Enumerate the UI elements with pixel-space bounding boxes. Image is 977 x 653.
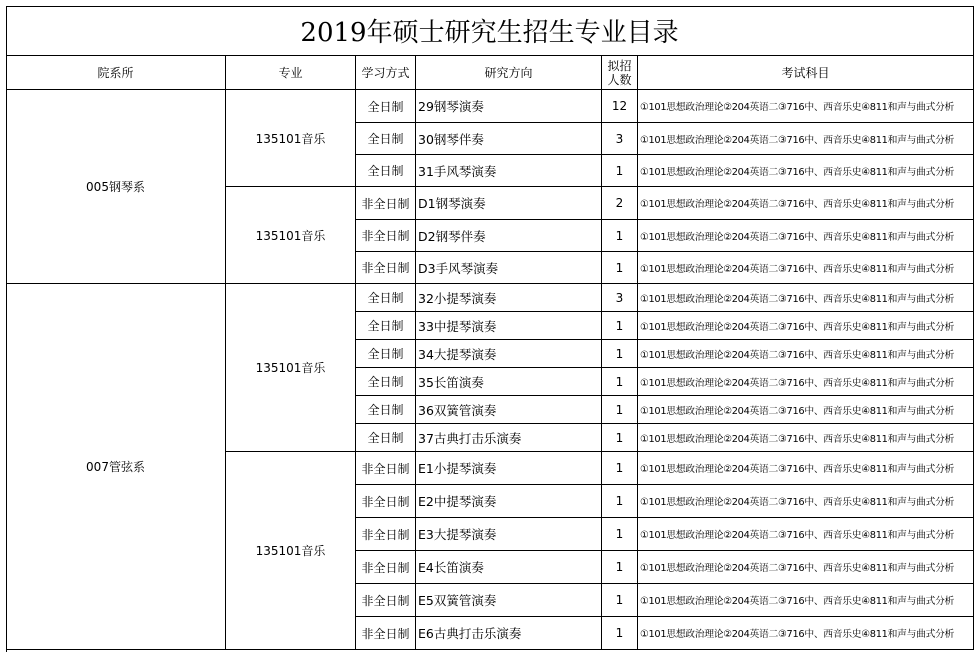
- exam-subjects-cell: ①101思想政治理论②204英语二③716中、西音乐史④811和声与曲式分析: [638, 123, 974, 155]
- direction-cell: 36双簧管演奏: [416, 396, 602, 424]
- enrollment-count-cell: 1: [602, 452, 638, 485]
- enrollment-count-cell: 1: [602, 424, 638, 452]
- study-mode-cell: 非全日制: [356, 452, 416, 485]
- enrollment-count-cell: 1: [602, 155, 638, 187]
- study-mode-cell: 非全日制: [356, 485, 416, 518]
- header-exam: 考试科目: [638, 56, 974, 90]
- study-mode-cell: 全日制: [356, 340, 416, 368]
- study-mode-cell: 全日制: [356, 368, 416, 396]
- exam-subjects-cell: ①101思想政治理论②204英语二③716中、西音乐史④811和声与曲式分析: [638, 518, 974, 551]
- study-mode-cell: 全日制: [356, 155, 416, 187]
- exam-subjects-cell: ①101思想政治理论②204英语二③716中、西音乐史④811和声与曲式分析: [638, 485, 974, 518]
- department-cell: 007管弦系: [6, 284, 226, 650]
- study-mode-cell: 非全日制: [356, 617, 416, 650]
- page-title: 2019年硕士研究生招生专业目录: [6, 6, 974, 56]
- exam-subjects-cell: ①101思想政治理论②204英语二③716中、西音乐史④811和声与曲式分析: [638, 312, 974, 340]
- direction-cell: 30钢琴伴奏: [416, 123, 602, 155]
- study-mode-cell: 非全日制: [356, 187, 416, 220]
- major-cell: 135101音乐: [226, 452, 356, 650]
- direction-cell: E6古典打击乐演奏: [416, 617, 602, 650]
- header-enrollment-text: 拟招人数: [607, 58, 632, 87]
- enrollment-count-cell: 1: [602, 584, 638, 617]
- direction-cell: E3大提琴演奏: [416, 518, 602, 551]
- exam-subjects-cell: ①101思想政治理论②204英语二③716中、西音乐史④811和声与曲式分析: [638, 584, 974, 617]
- enrollment-count-cell: 1: [602, 396, 638, 424]
- study-mode-cell: 全日制: [356, 424, 416, 452]
- major-cell: 135101音乐: [226, 90, 356, 187]
- enrollment-count-cell: 1: [602, 220, 638, 252]
- direction-cell: E5双簧管演奏: [416, 584, 602, 617]
- header-direction: 研究方向: [416, 56, 602, 90]
- exam-subjects-cell: ①101思想政治理论②204英语二③716中、西音乐史④811和声与曲式分析: [638, 368, 974, 396]
- exam-subjects-cell: ①101思想政治理论②204英语二③716中、西音乐史④811和声与曲式分析: [638, 396, 974, 424]
- header-department: 院系所: [6, 56, 226, 90]
- header-study-mode: 学习方式: [356, 56, 416, 90]
- direction-cell: D3手风琴演奏: [416, 252, 602, 284]
- enrollment-count-cell: 1: [602, 252, 638, 284]
- direction-cell: D1钢琴演奏: [416, 187, 602, 220]
- study-mode-cell: 全日制: [356, 284, 416, 312]
- enrollment-count-cell: 3: [602, 284, 638, 312]
- study-mode-cell: 非全日制: [356, 518, 416, 551]
- study-mode-cell: 全日制: [356, 90, 416, 123]
- exam-subjects-cell: ①101思想政治理论②204英语二③716中、西音乐史④811和声与曲式分析: [638, 155, 974, 187]
- exam-subjects-cell: ①101思想政治理论②204英语二③716中、西音乐史④811和声与曲式分析: [638, 452, 974, 485]
- exam-subjects-cell: ①101思想政治理论②204英语二③716中、西音乐史④811和声与曲式分析: [638, 340, 974, 368]
- study-mode-cell: 非全日制: [356, 252, 416, 284]
- direction-cell: D2钢琴伴奏: [416, 220, 602, 252]
- header-major: 专业: [226, 56, 356, 90]
- exam-subjects-cell: ①101思想政治理论②204英语二③716中、西音乐史④811和声与曲式分析: [638, 284, 974, 312]
- enrollment-count-cell: 1: [602, 368, 638, 396]
- direction-cell: E1小提琴演奏: [416, 452, 602, 485]
- direction-cell: E2中提琴演奏: [416, 485, 602, 518]
- direction-cell: 37古典打击乐演奏: [416, 424, 602, 452]
- enrollment-count-cell: 3: [602, 123, 638, 155]
- study-mode-cell: 全日制: [356, 312, 416, 340]
- exam-subjects-cell: ①101思想政治理论②204英语二③716中、西音乐史④811和声与曲式分析: [638, 187, 974, 220]
- exam-subjects-cell: ①101思想政治理论②204英语二③716中、西音乐史④811和声与曲式分析: [638, 424, 974, 452]
- exam-subjects-cell: ①101思想政治理论②204英语二③716中、西音乐史④811和声与曲式分析: [638, 551, 974, 584]
- exam-subjects-cell: ①101思想政治理论②204英语二③716中、西音乐史④811和声与曲式分析: [638, 252, 974, 284]
- exam-subjects-cell: ①101思想政治理论②204英语二③716中、西音乐史④811和声与曲式分析: [638, 90, 974, 123]
- study-mode-cell: 全日制: [356, 396, 416, 424]
- enrollment-count-cell: 2: [602, 187, 638, 220]
- direction-cell: E4长笛演奏: [416, 551, 602, 584]
- study-mode-cell: 非全日制: [356, 220, 416, 252]
- direction-cell: 31手风琴演奏: [416, 155, 602, 187]
- enrollment-count-cell: 1: [602, 551, 638, 584]
- study-mode-cell: 非全日制: [356, 584, 416, 617]
- study-mode-cell: 非全日制: [356, 551, 416, 584]
- direction-cell: 29钢琴演奏: [416, 90, 602, 123]
- enrollment-count-cell: 1: [602, 485, 638, 518]
- enrollment-count-cell: 1: [602, 312, 638, 340]
- direction-cell: 32小提琴演奏: [416, 284, 602, 312]
- major-cell: 135101音乐: [226, 284, 356, 452]
- direction-cell: 34大提琴演奏: [416, 340, 602, 368]
- department-cell: 005钢琴系: [6, 90, 226, 284]
- exam-subjects-cell: ①101思想政治理论②204英语二③716中、西音乐史④811和声与曲式分析: [638, 220, 974, 252]
- enrollment-count-cell: 1: [602, 340, 638, 368]
- direction-cell: 35长笛演奏: [416, 368, 602, 396]
- enrollment-count-cell: 12: [602, 90, 638, 123]
- exam-subjects-cell: ①101思想政治理论②204英语二③716中、西音乐史④811和声与曲式分析: [638, 617, 974, 650]
- enrollment-count-cell: 1: [602, 518, 638, 551]
- enrollment-catalog-table: [6, 6, 974, 652]
- header-enrollment: [602, 56, 638, 90]
- enrollment-count-cell: 1: [602, 617, 638, 650]
- study-mode-cell: 全日制: [356, 123, 416, 155]
- direction-cell: 33中提琴演奏: [416, 312, 602, 340]
- major-cell: 135101音乐: [226, 187, 356, 284]
